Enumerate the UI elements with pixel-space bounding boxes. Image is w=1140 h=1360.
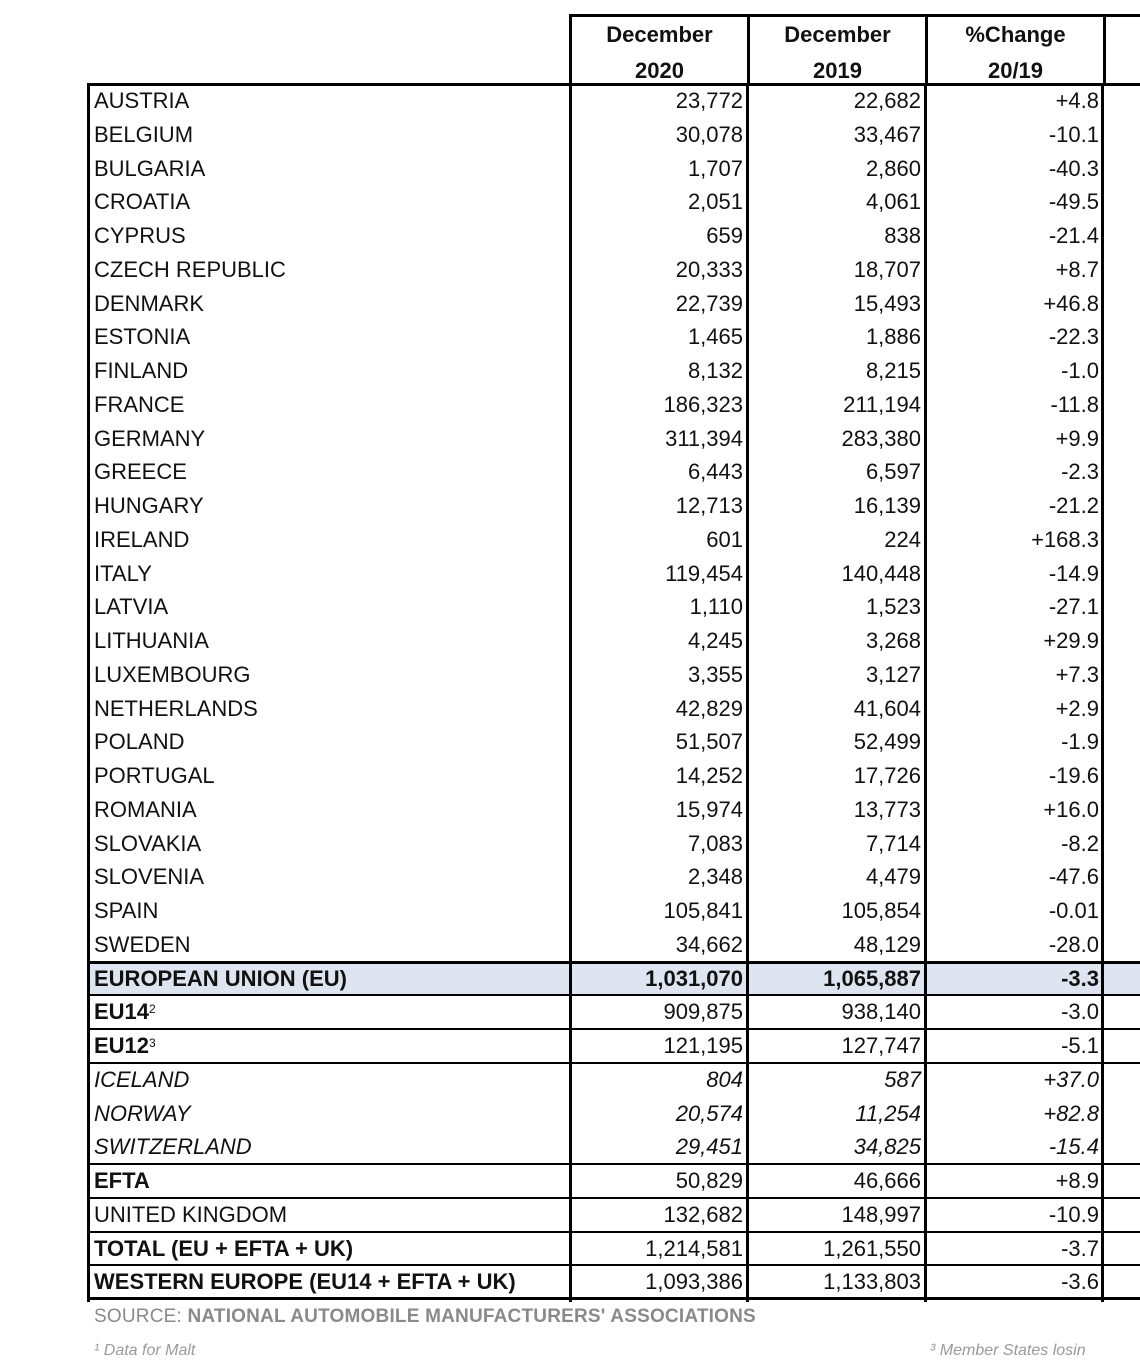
december-2020-cell: 14,252	[675, 763, 743, 788]
country-name: CYPRUS	[94, 223, 186, 248]
country-cell	[94, 894, 158, 927]
header-label: 2020	[635, 58, 684, 83]
country-cell	[94, 84, 189, 117]
country-cell	[94, 253, 286, 286]
header-label: 2019	[813, 58, 862, 83]
country-name: ESTONIA	[94, 324, 191, 350]
percent-change-cell: -3.3	[1061, 965, 1099, 991]
table-row	[87, 928, 1140, 962]
table-row	[87, 725, 1140, 759]
december-2019-cell: 4,061	[865, 189, 921, 215]
percent-change-cell: +168.3	[1031, 526, 1099, 552]
december-2020-cell: 132,682	[663, 1201, 743, 1227]
percent-change-cell: -3.0	[1061, 999, 1099, 1025]
country-name: CZECH REPUBLIC	[94, 256, 286, 282]
header-percent-change	[928, 17, 1106, 85]
country-cell	[94, 1063, 189, 1096]
grid-line	[87, 1297, 1140, 1300]
december-2019-cell: 33,467	[853, 121, 921, 147]
country-cell	[94, 1130, 252, 1163]
december-2019-cell: 16,139	[853, 493, 921, 518]
december-2020-cell: 7,083	[687, 830, 743, 856]
percent-change-cell: -40.3	[1048, 155, 1099, 181]
percent-change-cell: -5.1	[1061, 1033, 1099, 1058]
december-2019-cell: 7,714	[865, 830, 921, 856]
percent-change-cell: -28.0	[1048, 931, 1099, 957]
grid-line	[87, 1028, 1140, 1030]
source-prefix: SOURCE:	[94, 1306, 188, 1327]
table-row	[87, 523, 1140, 557]
percent-change-cell: +46.8	[1043, 290, 1099, 316]
country-name: DENMARK	[94, 290, 205, 316]
country-cell	[94, 793, 197, 826]
grid-line	[87, 1163, 1140, 1165]
country-cell	[94, 320, 190, 353]
december-2019-cell: 46,666	[853, 1168, 921, 1193]
grid-line	[87, 1264, 1140, 1266]
december-2019-cell: 1,523	[865, 594, 921, 620]
country-name: SLOVENIA	[94, 864, 205, 890]
december-2020-cell: 1,214,581	[645, 1235, 743, 1261]
december-2019-cell: 1,886	[865, 324, 921, 350]
december-2019-cell: 41,604	[853, 695, 921, 721]
country-cell	[94, 523, 189, 556]
percent-change-cell: -11.8	[1050, 391, 1099, 417]
table-row	[87, 118, 1140, 152]
december-2019-cell: 1,261,550	[823, 1235, 921, 1261]
december-2019-cell: 938,140	[841, 999, 921, 1025]
december-2019-cell: 13,773	[853, 796, 921, 822]
percent-change-cell: -10.9	[1048, 1201, 1099, 1227]
country-name: ROMANIA	[94, 796, 197, 822]
grid-line	[87, 84, 90, 1302]
table-row	[87, 422, 1140, 456]
header-december-2020	[572, 17, 750, 85]
december-2020-cell: 804	[706, 1066, 743, 1092]
country-name: WESTERN EUROPE (EU14 + EFTA + UK)	[94, 1269, 516, 1295]
grid-line	[87, 994, 1140, 996]
december-2020-cell: 30,078	[675, 121, 743, 147]
table-row	[87, 658, 1140, 692]
country-name: SWITZERLAND	[94, 1134, 252, 1160]
percent-change-cell: -0.01	[1048, 898, 1099, 923]
country-cell	[94, 962, 347, 995]
december-2020-cell: 1,031,070	[645, 965, 743, 991]
country-name: BELGIUM	[94, 121, 194, 147]
percent-change-cell: -22.3	[1048, 324, 1099, 350]
grid-line	[87, 961, 1140, 964]
percent-change-cell: -19.6	[1048, 763, 1099, 788]
uk-row	[87, 1198, 1140, 1232]
percent-change-cell: -1.9	[1061, 729, 1099, 755]
header-december-2019	[750, 17, 928, 85]
december-2020-cell: 23,772	[675, 88, 743, 113]
country-name: HUNGARY	[94, 493, 204, 518]
december-2020-cell: 2,051	[687, 189, 743, 215]
december-2020-cell: 1,465	[687, 324, 743, 350]
footnote-1: ¹ Data for Malt	[94, 1342, 196, 1359]
december-2020-cell: 50,829	[675, 1168, 743, 1193]
december-2019-cell: 148,997	[841, 1201, 921, 1227]
december-2020-cell: 311,394	[665, 425, 743, 451]
country-name: IRELAND	[94, 526, 190, 552]
country-name: PORTUGAL	[94, 763, 215, 788]
december-2019-cell: 18,707	[853, 256, 921, 282]
country-cell	[94, 219, 186, 252]
table-row	[87, 590, 1140, 624]
country-name: BULGARIA	[94, 155, 206, 181]
header-label: 20/19	[987, 58, 1044, 83]
percent-change-cell: +16.0	[1043, 796, 1099, 822]
december-2020-cell: 29,451	[675, 1134, 743, 1160]
grid-line	[87, 1231, 1140, 1233]
december-2020-cell: 4,245	[687, 628, 743, 653]
country-cell	[94, 995, 156, 1028]
country-cell	[94, 1164, 150, 1197]
table-row	[87, 152, 1140, 186]
december-2020-cell: 20,333	[675, 256, 743, 282]
percent-change-cell: +9.9	[1055, 425, 1099, 451]
december-2020-cell: 119,454	[665, 560, 743, 586]
table-row	[87, 557, 1140, 591]
country-name: LUXEMBOURG	[94, 661, 251, 687]
country-name: NORWAY	[94, 1100, 191, 1126]
december-2019-cell: 6,597	[865, 459, 921, 485]
december-2020-cell: 1,707	[687, 155, 743, 181]
december-2019-cell: 105,854	[841, 898, 921, 923]
country-name: TOTAL (EU + EFTA + UK)	[94, 1235, 354, 1261]
december-2019-cell: 11,254	[855, 1100, 921, 1126]
percent-change-cell: -10.1	[1048, 121, 1099, 147]
country-name: FRANCE	[94, 391, 185, 417]
december-2020-cell: 1,110	[689, 594, 743, 620]
december-2020-cell: 12,713	[675, 493, 743, 518]
december-2019-cell: 224	[884, 526, 921, 552]
country-cell	[94, 388, 184, 421]
country-name: EUROPEAN UNION (EU)	[94, 965, 348, 991]
december-2019-cell: 4,479	[865, 864, 921, 890]
country-name: CROATIA	[94, 189, 191, 215]
december-2019-cell: 1,065,887	[823, 965, 921, 991]
percent-change-cell: -3.7	[1061, 1235, 1099, 1261]
december-2020-cell: 2,348	[687, 864, 743, 890]
country-cell	[94, 287, 204, 320]
december-2019-cell: 34,825	[853, 1134, 921, 1160]
country-cell	[94, 152, 205, 185]
country-name: LITHUANIA	[94, 628, 209, 653]
table-row	[87, 354, 1140, 388]
country-cell	[94, 590, 168, 623]
percent-change-cell: -2.3	[1061, 459, 1099, 485]
country-cell	[94, 185, 190, 218]
percent-change-cell: +8.9	[1055, 1168, 1099, 1193]
grid-line	[87, 83, 1140, 86]
country-name: GREECE	[94, 459, 187, 485]
country-name: FINLAND	[94, 358, 189, 383]
country-cell	[94, 354, 188, 387]
country-name: ICELAND	[94, 1066, 190, 1092]
country-cell	[94, 692, 258, 725]
percent-change-cell: +7.3	[1055, 661, 1099, 687]
december-2019-cell: 838	[884, 223, 921, 248]
percent-change-cell: -21.4	[1048, 223, 1099, 248]
december-2019-cell: 587	[884, 1066, 921, 1092]
percent-change-cell: -8.2	[1061, 830, 1099, 856]
table-row	[87, 84, 1140, 118]
country-cell	[94, 1029, 156, 1062]
eu-total-row	[87, 962, 1140, 996]
registrations-table	[87, 84, 1140, 1299]
eu14-row	[87, 995, 1140, 1029]
country-name: SPAIN	[94, 898, 159, 923]
december-2020-cell: 105,841	[663, 898, 743, 923]
december-2020-cell: 3,355	[687, 661, 743, 687]
country-cell	[94, 1097, 191, 1130]
country-cell	[94, 1198, 287, 1231]
december-2020-cell: 51,507	[675, 729, 743, 755]
december-2020-cell: 909,875	[663, 999, 743, 1025]
percent-change-cell: +4.8	[1055, 88, 1099, 113]
december-2019-cell: 283,380	[841, 425, 921, 451]
table-row	[87, 827, 1140, 861]
country-name: LATVIA	[94, 594, 169, 620]
december-2019-cell: 3,268	[865, 628, 921, 653]
grid-line	[1101, 84, 1104, 1302]
grid-line	[569, 84, 572, 1302]
percent-change-cell: +82.8	[1043, 1100, 1099, 1126]
country-name: NETHERLANDS	[94, 695, 258, 721]
percent-change-cell: -14.9	[1048, 560, 1099, 586]
country-cell	[94, 658, 250, 691]
percent-change-cell: -3.6	[1061, 1269, 1099, 1295]
country-name: SWEDEN	[94, 931, 191, 957]
country-name: POLAND	[94, 729, 185, 755]
december-2019-cell: 3,127	[865, 661, 921, 687]
table-row	[87, 388, 1140, 422]
percent-change-cell: +37.0	[1043, 1066, 1099, 1092]
december-2019-cell: 48,129	[853, 931, 921, 957]
footnote-marker: 3	[149, 1036, 156, 1050]
table-row	[87, 860, 1140, 894]
country-cell	[94, 118, 193, 151]
december-2019-cell: 52,499	[853, 729, 921, 755]
percent-change-cell: +2.9	[1055, 695, 1099, 721]
table-row	[87, 320, 1140, 354]
percent-change-cell: -15.4	[1048, 1134, 1099, 1160]
table-row	[87, 894, 1140, 928]
country-name: EU12	[94, 1033, 150, 1058]
grid-line	[924, 84, 927, 1302]
december-2020-cell: 20,574	[675, 1100, 743, 1126]
table-row	[87, 624, 1140, 658]
percent-change-cell: +29.9	[1043, 628, 1099, 653]
efta-country-row	[87, 1130, 1140, 1164]
country-name: EFTA	[94, 1168, 150, 1193]
country-cell	[94, 1232, 353, 1265]
country-name: GERMANY	[94, 425, 206, 451]
december-2020-cell: 6,443	[687, 459, 743, 485]
total-row	[87, 1232, 1140, 1266]
country-cell	[94, 759, 215, 792]
percent-change-cell: -49.5	[1048, 189, 1099, 215]
source-text: NATIONAL AUTOMOBILE MANUFACTURERS' ASSOCIATIONS	[187, 1306, 756, 1327]
country-name: ITALY	[94, 560, 152, 586]
december-2019-cell: 17,726	[853, 763, 921, 788]
country-cell	[94, 455, 187, 488]
country-name: EU14	[94, 999, 150, 1025]
percent-change-cell: -21.2	[1048, 493, 1099, 518]
december-2019-cell: 22,682	[853, 88, 921, 113]
country-cell	[94, 860, 204, 893]
country-cell	[94, 624, 209, 657]
header-label: December	[606, 22, 713, 47]
table-row	[87, 185, 1140, 219]
december-2020-cell: 8,132	[687, 358, 743, 383]
country-name: UNITED KINGDOM	[94, 1201, 288, 1227]
country-cell	[94, 422, 205, 455]
country-cell	[94, 725, 184, 758]
eu12-row	[87, 1029, 1140, 1063]
december-2020-cell: 42,829	[675, 695, 743, 721]
table-row	[87, 287, 1140, 321]
december-2019-cell: 15,493	[853, 290, 921, 316]
country-name: AUSTRIA	[94, 88, 190, 113]
table-header	[569, 14, 1140, 85]
grid-line	[87, 1062, 1140, 1064]
country-cell	[94, 827, 201, 860]
grid-line	[746, 84, 749, 1302]
western-europe-row	[87, 1265, 1140, 1299]
footnote-3: ³ Member States losin	[930, 1342, 1086, 1359]
december-2019-cell: 127,747	[841, 1033, 921, 1058]
table-row	[87, 455, 1140, 489]
country-cell	[94, 489, 204, 522]
country-cell	[94, 1265, 516, 1298]
country-name: SLOVAKIA	[94, 830, 202, 856]
percent-change-cell: -47.6	[1048, 864, 1099, 890]
header-label: December	[784, 22, 891, 47]
december-2020-cell: 34,662	[675, 931, 743, 957]
country-cell	[94, 928, 191, 961]
efta-row	[87, 1164, 1140, 1198]
december-2020-cell: 121,195	[663, 1033, 743, 1058]
percent-change-cell: -27.1	[1048, 594, 1099, 620]
december-2020-cell: 659	[706, 223, 743, 248]
efta-country-row	[87, 1063, 1140, 1097]
december-2019-cell: 140,448	[841, 560, 921, 586]
table-row	[87, 692, 1140, 726]
country-cell	[94, 557, 152, 590]
december-2019-cell: 211,194	[843, 391, 921, 417]
header-label: %Change	[965, 22, 1066, 47]
efta-country-row	[87, 1097, 1140, 1131]
source-note	[94, 1306, 756, 1328]
december-2019-cell: 8,215	[865, 358, 921, 383]
december-2019-cell: 1,133,803	[823, 1269, 921, 1295]
table-row	[87, 219, 1140, 253]
footnote-marker: 2	[149, 1002, 156, 1017]
december-2020-cell: 22,739	[675, 290, 743, 316]
december-2019-cell: 2,860	[865, 155, 921, 181]
december-2020-cell: 601	[706, 526, 743, 552]
table-row	[87, 759, 1140, 793]
december-2020-cell: 15,974	[675, 796, 743, 822]
december-2020-cell: 1,093,386	[645, 1269, 743, 1295]
table-row	[87, 793, 1140, 827]
december-2020-cell: 186,323	[663, 391, 743, 417]
percent-change-cell: -1.0	[1061, 358, 1099, 383]
table-row	[87, 253, 1140, 287]
table-row	[87, 489, 1140, 523]
grid-line	[87, 1197, 1140, 1199]
percent-change-cell: +8.7	[1055, 256, 1099, 282]
